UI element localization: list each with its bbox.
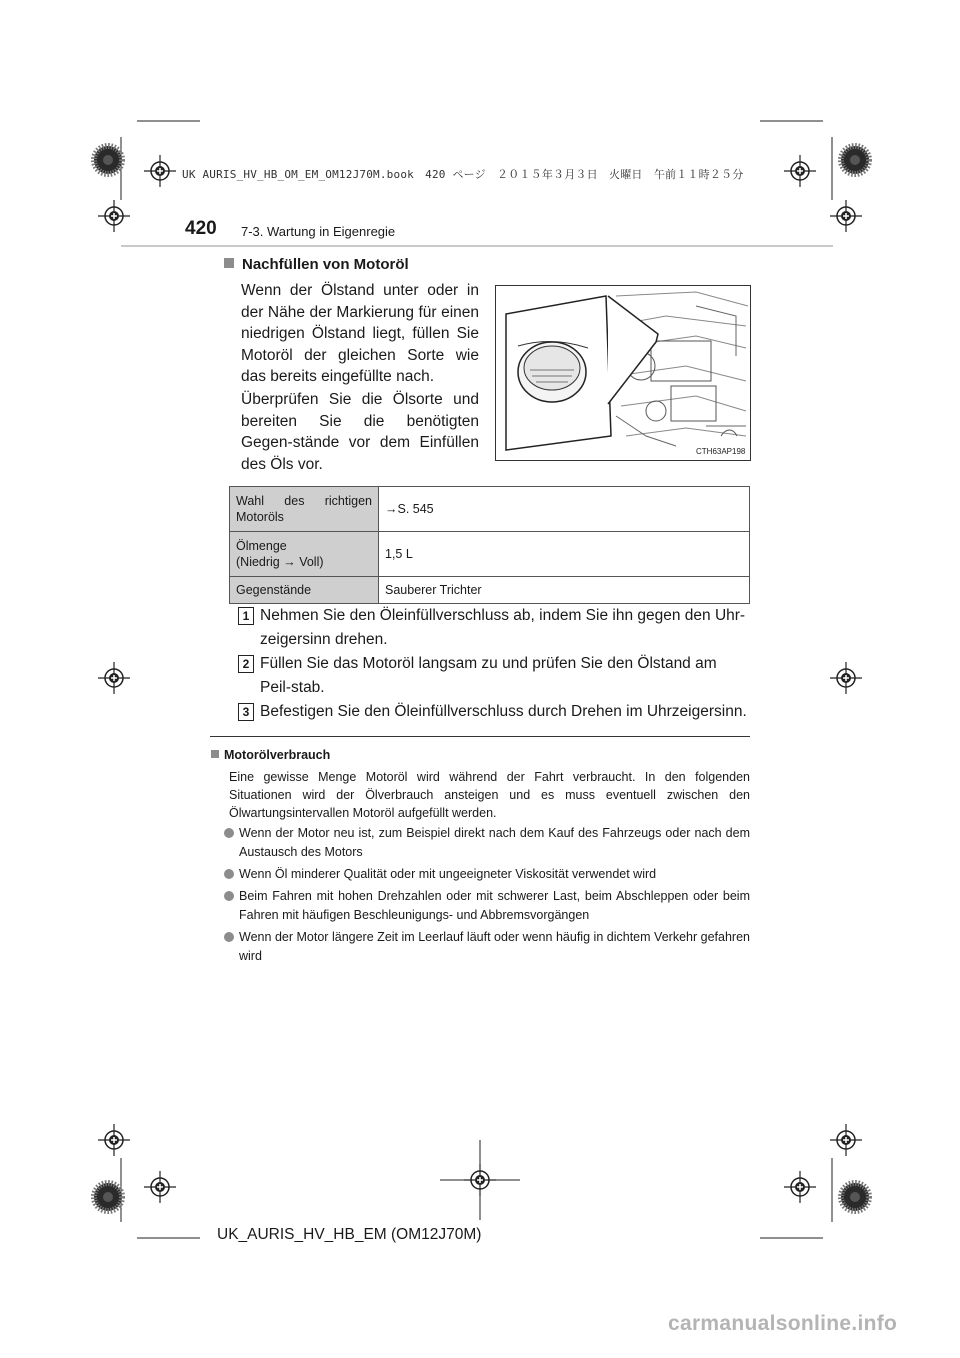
table-label-line: (Niedrig → Voll) <box>236 555 324 569</box>
registration-mark-icon <box>784 155 816 187</box>
registration-mark-icon <box>144 1171 176 1203</box>
table-label-line: Motoröls <box>236 510 284 524</box>
bullet-dot-icon <box>224 891 234 901</box>
oil-cap-drawing <box>496 286 750 460</box>
section-title: 7-3. Wartung in Eigenregie <box>241 224 396 239</box>
table-row <box>230 577 750 604</box>
list-item-text: Wenn der Motor längere Zeit im Leerlauf läuft oder wenn häufig in dichtem Verkehr gefahren wird <box>239 930 750 963</box>
square-bullet-icon <box>211 750 219 758</box>
registration-mark-icon <box>98 200 130 232</box>
list-item <box>224 928 750 966</box>
square-bullet-icon <box>224 258 234 268</box>
list-item <box>224 824 750 862</box>
heading-text: Nachfüllen von Motoröl <box>242 256 409 273</box>
step-number-badge: 3 <box>238 703 254 721</box>
bullet-dot-icon <box>224 932 234 942</box>
table-label-cell <box>230 577 379 604</box>
registration-mark-icon <box>464 1164 496 1196</box>
list-item-text: Wenn Öl minderer Qualität oder mit ungeeigneter Viskosität verwendet wird <box>239 867 657 881</box>
note-body: Eine gewisse Menge Motoröl wird während der Fahrt verbraucht. In den folgenden Situationen wird der Ölverbrauch ansteigen und es muss eventuell zwischen den Ölwartungsintervallen Motoröl aufgefüllt werden. <box>229 770 750 820</box>
watermark: carmanualsonline.info <box>668 1312 898 1335</box>
list-item-text: Beim Fahren mit hohen Drehzahlen oder mit schwerer Last, beim Abschleppen oder beim Fahren mit häufigen Beschleunigungs- und Abbremsvorgängen <box>239 889 750 922</box>
table-row <box>230 487 750 532</box>
table-label-line: Gegenstände <box>236 583 312 597</box>
print-header: UK AURIS_HV_HB_OM_EM_OM12J70M.book 420 ページ ２０１５年３月３日 火曜日 午前１１時２５分 <box>182 168 744 181</box>
table-label-line: Ölmenge <box>236 539 287 553</box>
registration-wheel-icon <box>841 1183 869 1211</box>
step-number-badge: 2 <box>238 655 254 673</box>
requirements-table <box>229 486 750 604</box>
registration-wheel-icon <box>94 1183 122 1211</box>
section-divider <box>210 736 750 737</box>
bullet-dot-icon <box>224 828 234 838</box>
intro-paragraph: Überprüfen Sie die Ölsorte und bereiten Sie die benötigten Gegen-stände vor dem Einfüllen des Öls vor. <box>241 391 479 473</box>
registration-mark-icon <box>98 662 130 694</box>
registration-mark-icon <box>830 200 862 232</box>
step-text: Befestigen Sie den Öleinfüllverschluss durch Drehen im Uhrzeigersinn. <box>260 703 747 720</box>
registration-wheel-icon <box>94 146 122 174</box>
note-heading <box>211 748 330 762</box>
table-label-cell <box>230 487 379 532</box>
list-item <box>224 865 750 884</box>
engine-bay-illustration <box>495 285 751 461</box>
step-text: Nehmen Sie den Öleinfüllverschluss ab, indem Sie ihn gegen den Uhr-zeigersinn drehen. <box>260 607 746 648</box>
note-heading-text: Motorölverbrauch <box>224 748 331 762</box>
step-number-badge: 1 <box>238 607 254 625</box>
step-text: Füllen Sie das Motoröl langsam zu und prüfen Sie den Ölstand am Peil-stab. <box>260 655 717 696</box>
footer-code: UK_AURIS_HV_HB_EM (OM12J70M) <box>217 1226 482 1243</box>
registration-mark-icon <box>784 1171 816 1203</box>
table-value-cell: Sauberer Trichter <box>379 577 750 604</box>
list-item <box>224 887 750 925</box>
page-number: 420 <box>185 218 217 239</box>
figure-code: CTH63AP198 <box>696 447 746 456</box>
registration-mark-icon <box>98 1124 130 1156</box>
table-label-line: Wahl des richtigen <box>236 494 372 508</box>
header-divider <box>121 245 833 247</box>
intro-paragraph: Wenn der Ölstand unter oder in der Nähe der Markierung für einen niedrigen Ölstand liegt, füllen Sie Motoröl der gleichen Sorte wie das bereits eingefüllte nach. <box>241 282 479 385</box>
table-value-cell: →S. 545 <box>379 487 750 532</box>
bullet-dot-icon <box>224 869 234 879</box>
heading-oil-refill <box>224 256 409 273</box>
registration-mark-icon <box>144 155 176 187</box>
table-row <box>230 532 750 577</box>
registration-mark-icon <box>830 1124 862 1156</box>
registration-mark-icon <box>830 662 862 694</box>
table-value-cell: 1,5 L <box>379 532 750 577</box>
table-label-cell <box>230 532 379 577</box>
registration-wheel-icon <box>841 146 869 174</box>
list-item-text: Wenn der Motor neu ist, zum Beispiel direkt nach dem Kauf des Fahrzeugs oder nach dem Austausch des Motors <box>239 826 750 859</box>
